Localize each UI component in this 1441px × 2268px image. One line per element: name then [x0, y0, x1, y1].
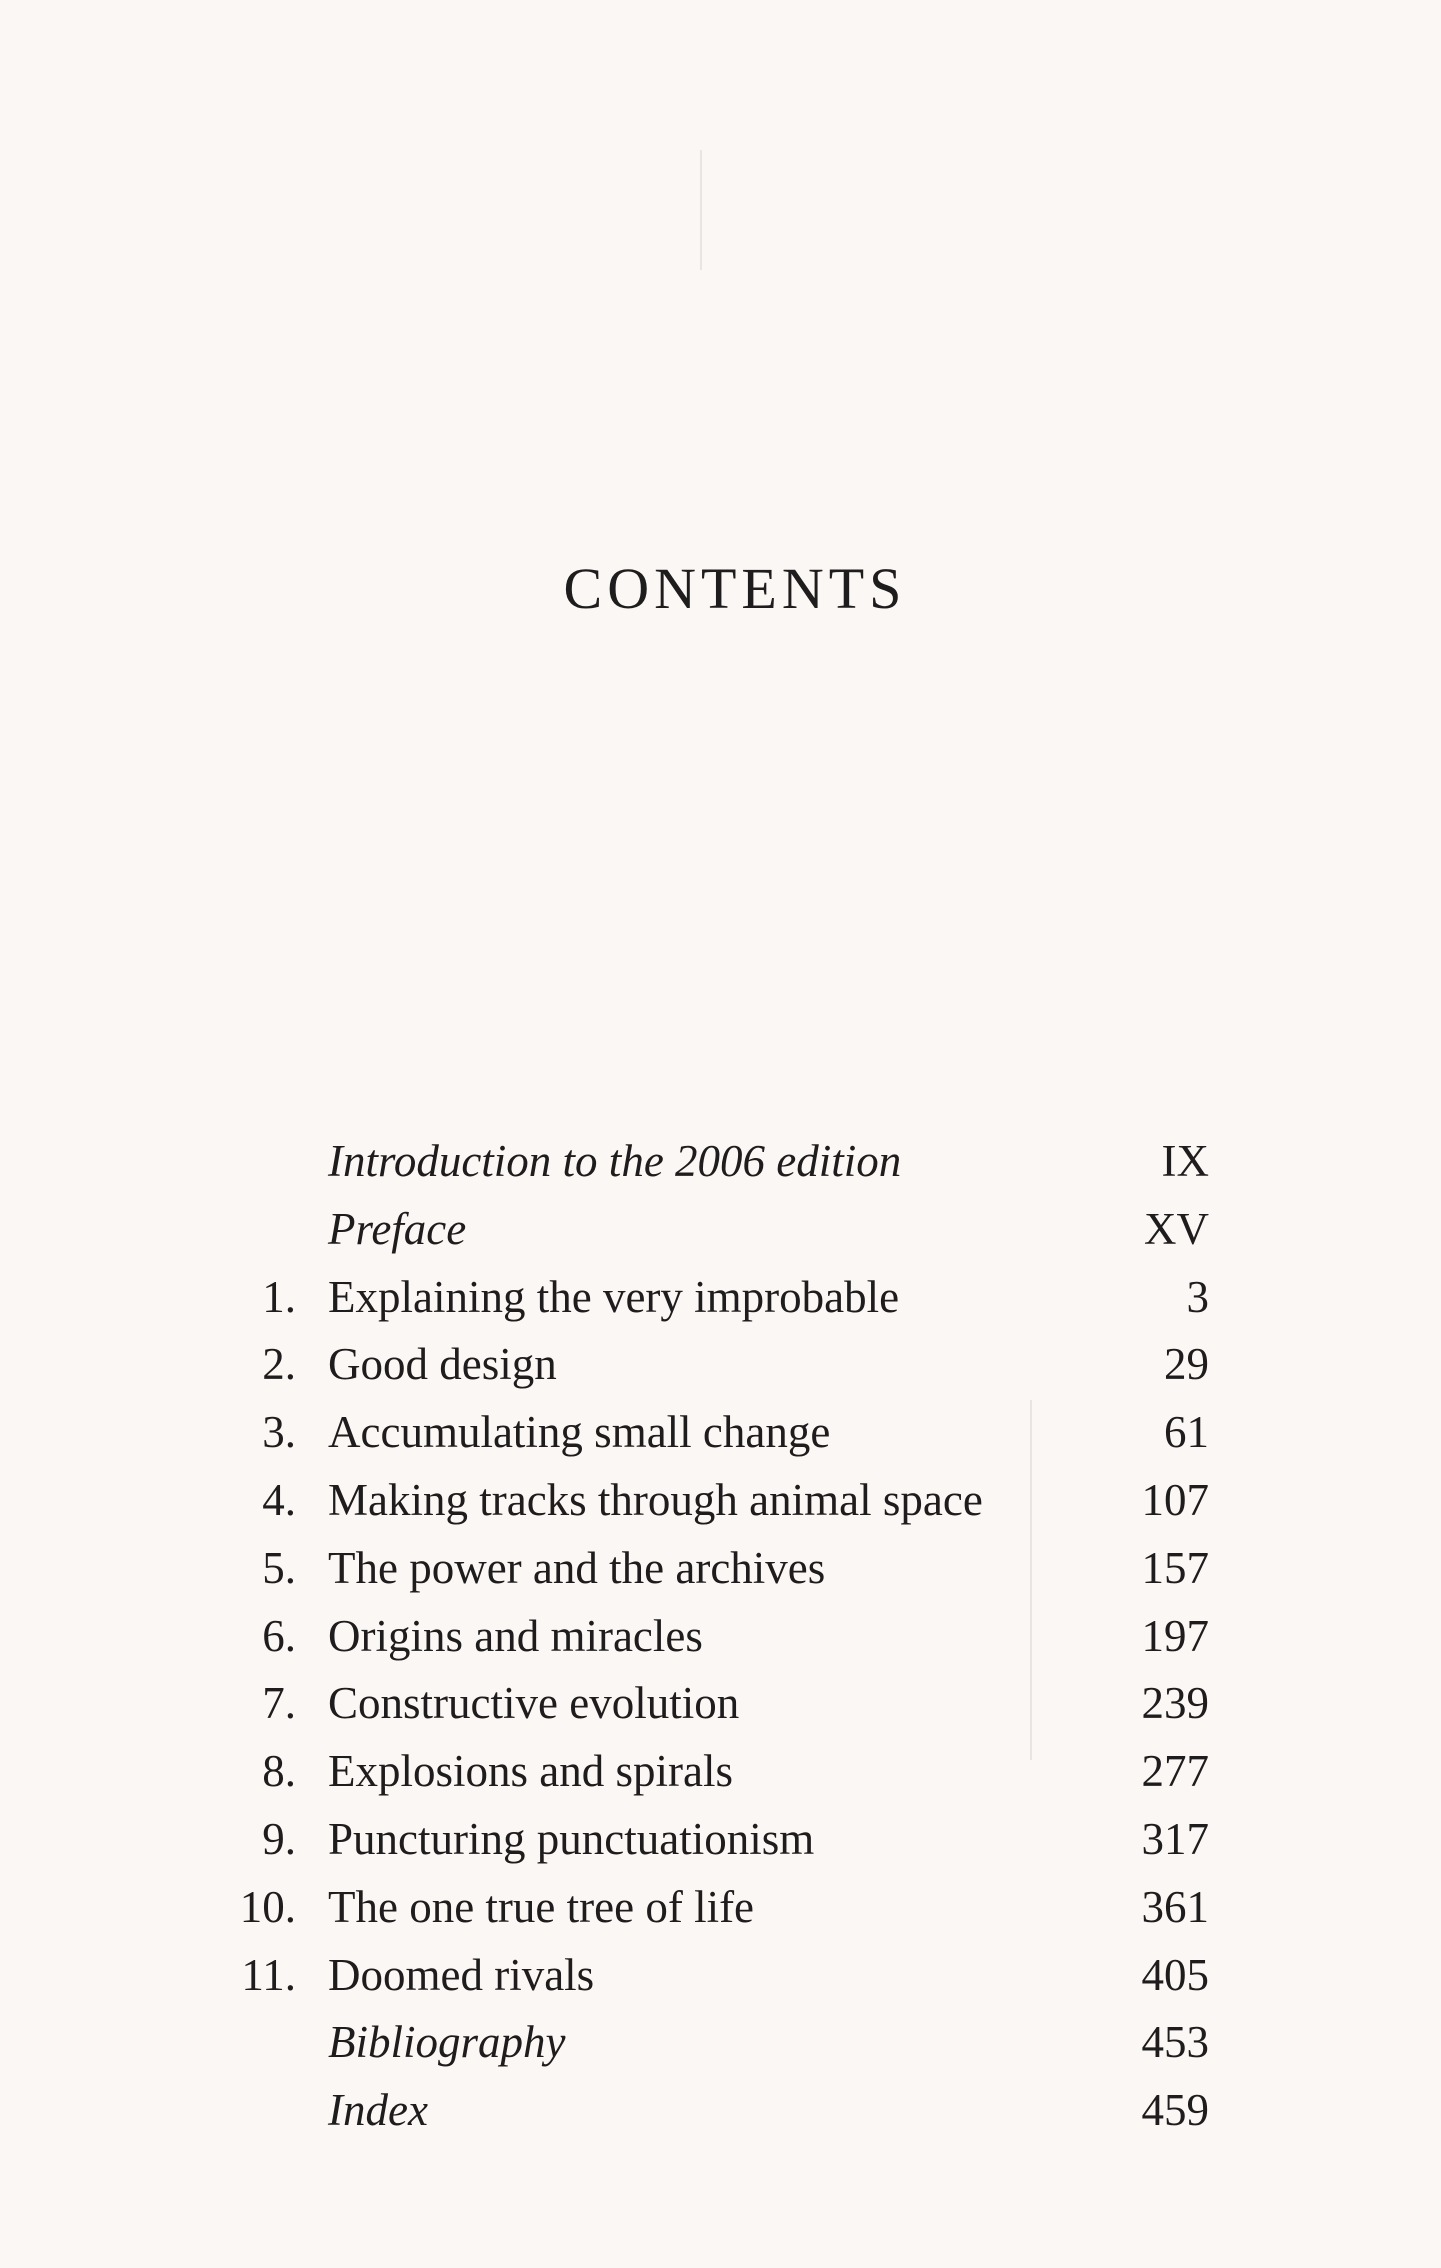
entry-title: Explaining the very improbable	[328, 1271, 900, 1322]
chapter-number: 3.	[262, 1407, 296, 1458]
entry-title: Origins and miracles	[328, 1610, 703, 1661]
page-number: 107	[1141, 1474, 1209, 1525]
chapter-number: 7.	[262, 1678, 296, 1729]
entry-title: Bibliography	[328, 2017, 566, 2068]
entry-title: Making tracks through animal space	[328, 1474, 983, 1525]
chapter-number: 4.	[262, 1474, 296, 1525]
entry-title: Accumulating small change	[328, 1407, 831, 1458]
chapter-number: 1.	[262, 1271, 296, 1322]
page-number: 197	[1141, 1610, 1209, 1661]
toc-entry	[0, 1874, 1441, 1942]
toc-entry	[0, 1196, 1441, 1264]
chapter-number: 6.	[262, 1610, 296, 1661]
entry-title: Puncturing punctuationism	[328, 1813, 815, 1864]
entry-title: Index	[328, 2085, 428, 2136]
chapter-number: 10.	[239, 1881, 296, 1932]
entry-title: Constructive evolution	[328, 1678, 740, 1729]
chapter-number: 11.	[241, 1949, 296, 2000]
page-crease-mark	[700, 150, 702, 270]
entry-title: Explosions and spirals	[328, 1746, 733, 1797]
page-number: 157	[1141, 1542, 1209, 1593]
entry-title: The one true tree of life	[328, 1881, 755, 1932]
toc-entry	[0, 1331, 1441, 1399]
entry-title: Doomed rivals	[328, 1949, 595, 2000]
toc-entry	[0, 1399, 1441, 1467]
toc-entry	[0, 1942, 1441, 2010]
page-number: 361	[1141, 1881, 1209, 1932]
chapter-number: 9.	[262, 1813, 296, 1864]
chapter-number: 2.	[262, 1339, 296, 1390]
table-of-contents	[0, 1128, 1441, 2145]
page-number: 29	[1164, 1339, 1209, 1390]
entry-title: The power and the archives	[328, 1542, 826, 1593]
toc-entry	[0, 2077, 1441, 2145]
page-number: 277	[1141, 1746, 1209, 1797]
toc-entry	[0, 1603, 1441, 1671]
page-title: CONTENTS	[563, 556, 907, 621]
page-number: IX	[1161, 1136, 1209, 1186]
toc-entry	[0, 1738, 1441, 1806]
toc-entry	[0, 1535, 1441, 1603]
toc-entry	[0, 1670, 1441, 1738]
chapter-number: 8.	[262, 1746, 296, 1797]
toc-entry	[0, 2009, 1441, 2077]
entry-title: Good design	[328, 1339, 557, 1390]
toc-entry	[0, 1128, 1441, 1196]
toc-entry	[0, 1806, 1441, 1874]
entry-title: Preface	[328, 1203, 467, 1254]
entry-title: Introduction to the 2006 edition	[328, 1136, 902, 1186]
page-number: 459	[1141, 2085, 1209, 2136]
page-number: 405	[1141, 1949, 1209, 2000]
page-number: 317	[1141, 1813, 1209, 1864]
page-number: 453	[1141, 2017, 1209, 2068]
page-number: 61	[1164, 1407, 1209, 1458]
page-number: 3	[1186, 1271, 1209, 1322]
toc-entry	[0, 1467, 1441, 1535]
page-number: 239	[1141, 1678, 1209, 1729]
toc-entry	[0, 1264, 1441, 1332]
page-number: XV	[1144, 1203, 1209, 1254]
chapter-number: 5.	[262, 1542, 296, 1593]
